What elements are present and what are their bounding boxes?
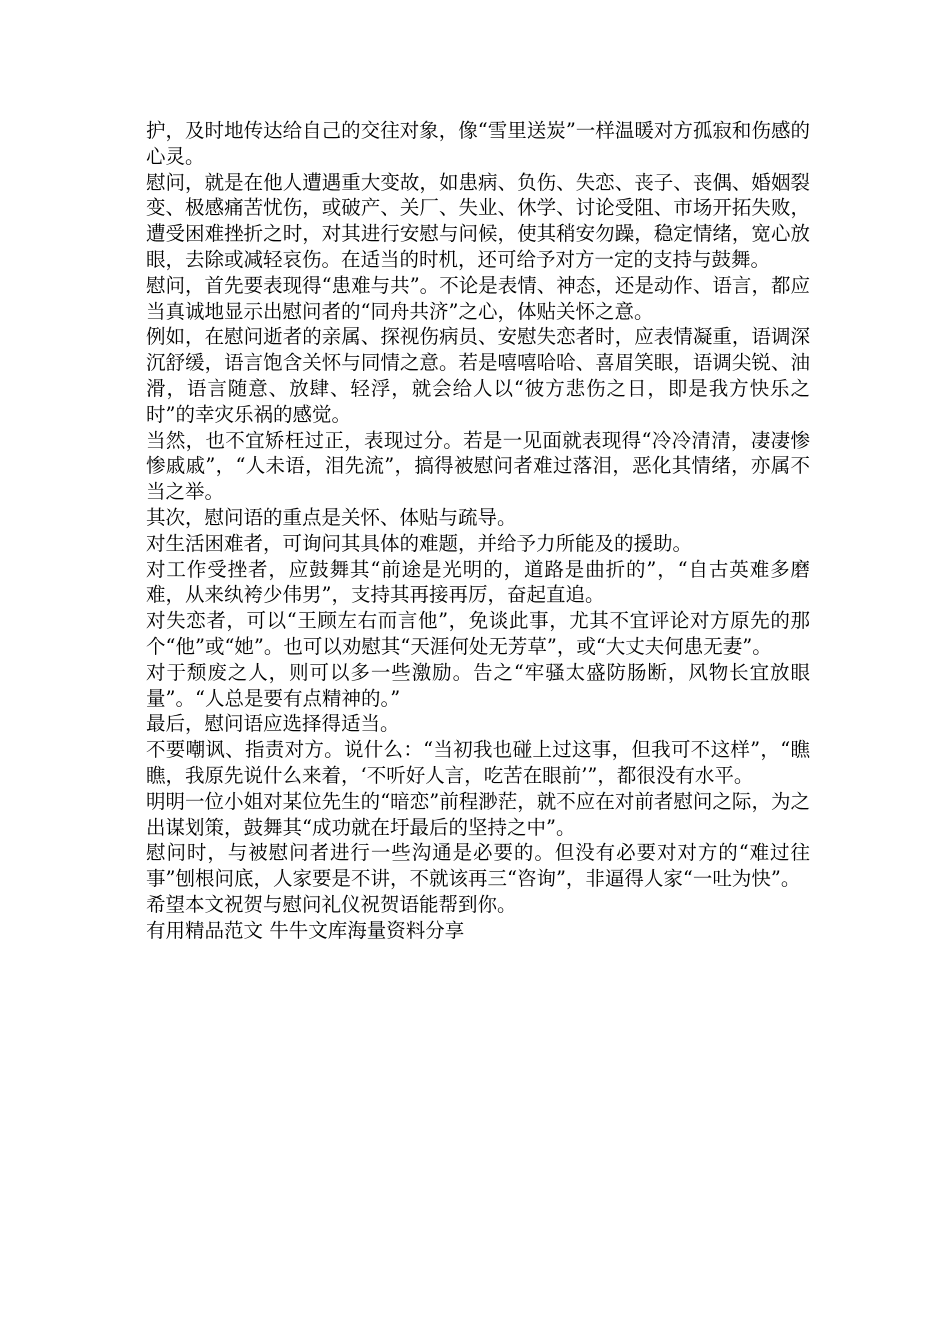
paragraph-15: 希望本文祝贺与慰问礼仪祝贺语能帮到你。 [146, 892, 517, 916]
paragraph-4: 例如，在慰问逝者的亲属、探视伤病员、安慰失恋者时，应表情凝重，语调深沉舒缓，语言饱含关怀与同情之意。若是嘻嘻哈哈、喜眉笑眼，语调尖锐、油滑，语言随意、放肆、轻浮，就会给人以“彼方悲伤之日，即是我方快乐之时”的幸灾乐祸的感觉。 [146, 325, 810, 426]
paragraph-5: 当然，也不宜矫枉过正，表现过分。若是一见面就表现得“冷冷清清，凄凄惨惨戚戚”，“人未语，泪先流”，搞得被慰问者难过落泪，恶化其情绪，亦属不当之举。 [146, 428, 810, 504]
paragraph-12: 不要嘲讽、指责对方。说什么：“当初我也碰上过这事，但我可不这样”，“瞧瞧，我原先说什么来着，‘不听好人言，吃苦在眼前’”，都很没有水平。 [146, 738, 810, 787]
document-body [146, 118, 810, 944]
paragraph-14: 慰问时，与被慰问者进行一些沟通是必要的。但没有必要对对方的“难过往事”刨根问底，人家要是不讲，不就该再三“咨询”，非逼得人家“一吐为快”。 [146, 841, 810, 891]
paragraph-7: 对生活困难者，可询问其具体的难题，并给予力所能及的援助。 [146, 531, 693, 555]
paragraph-3: 慰问，首先要表现得“患难与共”。不论是表情、神态，还是动作、语言，都应当真诚地显示出慰问者的“同舟共济”之心，体贴关怀之意。 [146, 273, 810, 323]
paragraph-1: 护，及时地传达给自己的交往对象，像“雪里送炭”一样温暖对方孤寂和伤感的心灵。 [146, 119, 810, 168]
paragraph-10: 对于颓废之人，则可以多一些激励。告之“牢骚太盛防肠断，风物长宜放眼量”。“人总是要有点精神的。” [146, 660, 810, 710]
paragraph-9: 对失恋者，可以“王顾左右而言他”，免谈此事，尤其不宜评论对方原先的那个“他”或“她”。也可以劝慰其“天涯何处无芳草”，或“大丈夫何患无妻”。 [146, 609, 810, 658]
footer-note: 有用精品范文 牛牛文库海量资料分享 [146, 918, 465, 942]
paragraph-13: 明明一位小姐对某位先生的“暗恋”前程渺茫，就不应在对前者慰问之际，为之出谋划策，鼓舞其“成功就在圩最后的坚持之中”。 [146, 789, 810, 839]
paragraph-6: 其次，慰问语的重点是关怀、体贴与疏导。 [146, 505, 517, 529]
paragraph-2: 慰问，就是在他人遭遇重大变故，如患病、负伤、失恋、丧子、丧偶、婚姻裂变、极感痛苦忧伤，或破产、关厂、失业、休学、讨论受阻、市场开拓失败，遭受困难挫折之时，对其进行安慰与问候，使其稍安勿躁，稳定情绪，宽心放眼，去除或减轻哀伤。在适当的时机，还可给予对方一定的支持与鼓舞。 [146, 170, 810, 271]
paragraph-8: 对工作受挫者，应鼓舞其“前途是光明的，道路是曲折的”，“自古英难多磨难，从来纨袴少伟男”，支持其再接再厉，奋起直追。 [146, 557, 810, 607]
paragraph-11: 最后，慰问语应选择得适当。 [146, 712, 400, 736]
